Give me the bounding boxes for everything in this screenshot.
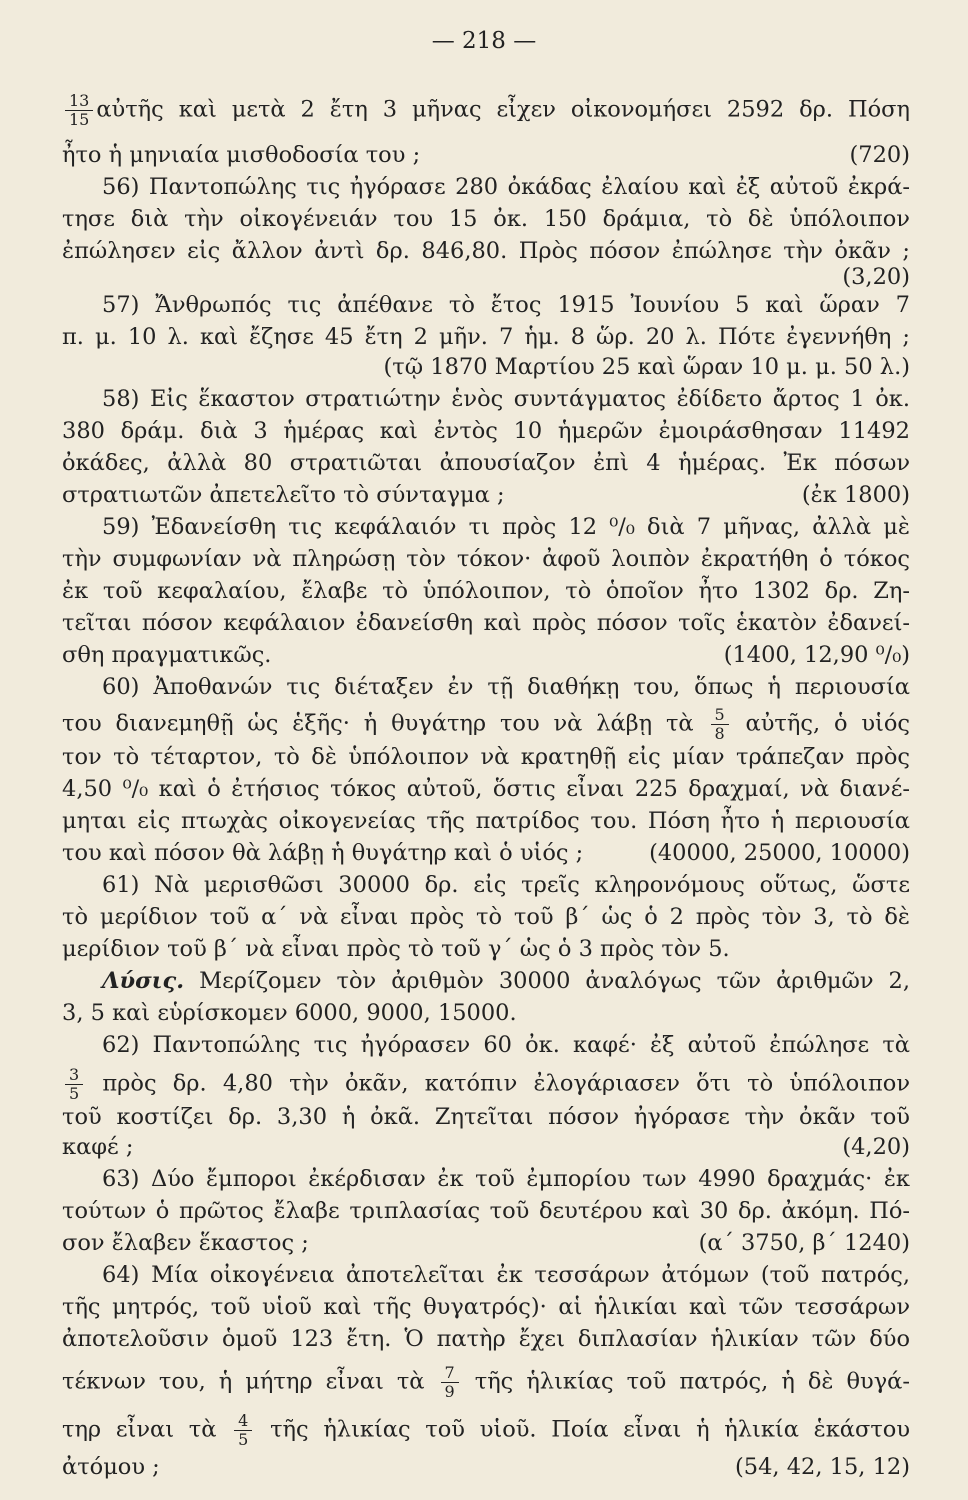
answer: (3,20) — [842, 264, 910, 290]
problem-64: 64) Μία οἰκογένεια ἀποτελεῖται ἐκ τεσσάρων ἀτόμων (τοῦ πατρός, — [102, 1262, 910, 1288]
fraction: $\frac{5}{8}$ — [711, 706, 729, 743]
text-line: τηρ εἶναι τὰ $\frac{4}{5}$ τῆς ἡλικίας τοῦ υἱοῦ. Ποία εἶναι ἡ ἡλικία ἑκάστου — [62, 1411, 911, 1449]
problem-60: 60) Ἀποθανών τις διέταξεν ἐν τῇ διαθήκῃ του, ὅπως ἡ περιουσία — [102, 674, 910, 700]
fraction: $\frac{4}{5}$ — [234, 1412, 252, 1449]
fraction: $\frac{7}{9}$ — [441, 1364, 459, 1401]
text-line: σον ἔλαβεν ἕκαστος ; (α΄ 3750, β΄ 1240) — [62, 1230, 910, 1256]
text-line: τοῦ κοστίζει δρ. 3,30 ἡ ὀκᾶ. Ζητεῖται πόσον ἠγόρασε τὴν ὀκᾶν τοῦ — [62, 1104, 910, 1130]
answer: (720) — [849, 142, 910, 168]
text-line: ἦτο ἡ μηνιαία μισθοδοσία του ; (720) — [62, 142, 910, 168]
text-line: τῆς μητρός, τοῦ υἱοῦ καὶ τῆς θυγατρός)· αἱ ἡλικίαι καὶ τῶν τεσσάρων — [62, 1294, 910, 1320]
answer: (4,20) — [842, 1134, 910, 1160]
problem-63: 63) Δύο ἔμποροι ἐκέρδισαν ἐκ τοῦ ἐμπορίου των 4990 δραχμάς· ἐκ — [102, 1166, 910, 1192]
text-line: τὴν συμφωνίαν νὰ πληρώσῃ τὸν τόκον· ἀφοῦ λοιπὸν ἐκρατήθη ὁ τόκος — [62, 546, 910, 572]
problem-58: 58) Εἰς ἕκαστον στρατιώτην ἑνὸς συντάγματος ἐδίδετο ἄρτος 1 ὀκ. — [102, 386, 910, 412]
text-line: 4,50 ⁰/₀ καὶ ὁ ἐτήσιος τόκος αὐτοῦ, ὅστις εἶναι 225 δραχμαί, νὰ διανέ- — [62, 776, 910, 802]
fraction: $\frac{3}{5}$ — [65, 1066, 83, 1103]
text-line: π. μ. 10 λ. καὶ ἔζησε 45 ἔτη 2 μῆν. 7 ἡμ. 8 ὥρ. 20 λ. Πότε ἐγεννήθη ; — [62, 324, 910, 350]
text-line: ὀκάδες, ἀλλὰ 80 στρατιῶται ἀπουσίαζον ἐπὶ 4 ἡμέρας. Ἐκ πόσων — [62, 450, 910, 476]
problem-57: 57) Ἄνθρωπός τις ἀπέθανε τὸ ἔτος 1915 Ἰουνίου 5 καὶ ὥραν 7 — [102, 292, 910, 318]
answer: (1400, 12,90 ⁰/₀) — [723, 642, 910, 668]
text-line: καφέ ; (4,20) — [62, 1134, 910, 1160]
text-line: σθη πραγματικῶς. (1400, 12,90 ⁰/₀) — [62, 642, 910, 668]
text-line: τέκνων του, ἡ μήτηρ εἶναι τὰ $\frac{7}{9}$ τῆς ἡλικίας τοῦ πατρός, ἡ δὲ θυγά- — [62, 1363, 910, 1401]
text-line: τον τὸ τέταρτον, τὸ δὲ ὑπόλοιπον νὰ κρατηθῇ εἰς μίαν τράπεζαν πρὸς — [62, 744, 910, 770]
text-line: 3, 5 καὶ εὑρίσκομεν 6000, 9000, 15000. — [62, 1000, 517, 1026]
answer: (40000, 25000, 10000) — [649, 840, 910, 866]
text-line: τὸ μερίδιον τοῦ α΄ νὰ εἶναι πρὸς τὸ τοῦ β΄ ὡς ὁ 2 πρὸς τὸν 3, τὸ δὲ — [62, 904, 910, 930]
problem-62: 62) Παντοπώλης τις ἠγόρασεν 60 ὀκ. καφέ· ἐξ αὐτοῦ ἐπώλησε τὰ — [102, 1032, 910, 1058]
answer: (54, 42, 15, 12) — [735, 1454, 910, 1480]
fraction: $\frac{13}{15}$ — [65, 92, 93, 129]
solution-line: Λύσις. Μερίζομεν τὸν ἀριθμὸν 30000 ἀναλόγως τῶν ἀριθμῶν 2, — [102, 968, 910, 994]
text-line: $\frac{3}{5}$ πρὸς δρ. 4,80 τὴν ὀκᾶν, κατόπιν ἐλογάριασεν ὅτι τὸ ὑπόλοιπον — [62, 1066, 910, 1103]
text-line: ἀποτελοῦσιν ὁμοῦ 123 ἔτη. Ὁ πατὴρ ἔχει διπλασίαν ἡλικίαν τῶν δύο — [62, 1326, 910, 1352]
text-line: στρατιωτῶν ἀπετελεῖτο τὸ σύνταγμα ; (ἐκ 1800) — [62, 482, 910, 508]
problem-56: 56) Παντοπώλης τις ἠγόρασε 280 ὀκάδας ἐλαίου καὶ ἐξ αὐτοῦ ἐκρά- — [102, 174, 910, 200]
answer: (τῷ 1870 Μαρτίου 25 καὶ ὥραν 10 μ. μ. 50 λ.) — [383, 354, 910, 380]
text-line: τησε διὰ τὴν οἰκογένειάν του 15 ὀκ. 150 δράμια, τὸ δὲ ὑπόλοιπον — [62, 206, 910, 232]
answer: (α΄ 3750, β΄ 1240) — [698, 1230, 910, 1256]
text-line: ἐκ τοῦ κεφαλαίου, ἔλαβε τὸ ὑπόλοιπον, τὸ ὁποῖον ἦτο 1302 δρ. Ζη- — [62, 578, 910, 604]
text-line: μερίδιον τοῦ β΄ νὰ εἶναι πρὸς τὸ τοῦ γ΄ ὡς ὁ 3 πρὸς τὸν 5. — [62, 936, 730, 962]
problem-59: 59) Ἐδανείσθη τις κεφάλαιόν τι πρὸς 12 ⁰/₀ διὰ 7 μῆνας, ἀλλὰ μὲ — [102, 514, 910, 540]
text-line: ἀτόμου ; (54, 42, 15, 12) — [62, 1454, 910, 1480]
text-line: τεῖται πόσον κεφάλαιον ἐδανείσθη καὶ πρὸς πόσον τοῖς ἑκατὸν ἐδανεί- — [62, 610, 910, 636]
text-line: του διανεμηθῇ ὡς ἑξῆς· ἡ θυγάτηρ του νὰ λάβῃ τὰ $\frac{5}{8}$ αὐτῆς, ὁ υἱός — [62, 705, 910, 743]
answer: (ἐκ 1800) — [801, 482, 910, 508]
text-line: 380 δράμ. διὰ 3 ἡμέρας καὶ ἐντὸς 10 ἡμερῶν ἐμοιράσθησαν 11492 — [62, 418, 910, 444]
solution-label: Λύσις. — [102, 968, 185, 994]
problem-61: 61) Νὰ μερισθῶσι 30000 δρ. εἰς τρεῖς κληρονόμους οὕτως, ὥστε — [102, 872, 910, 898]
text-line: του καὶ πόσον θὰ λάβῃ ἡ θυγάτηρ καὶ ὁ υἱός ; (40000, 25000, 10000) — [62, 840, 910, 866]
page-number: — 218 — — [431, 28, 537, 54]
text-line: ἐπώλησεν εἰς ἄλλον ἀντὶ δρ. 846,80. Πρὸς πόσον ἐπώλησε τὴν ὀκᾶν ; — [62, 238, 910, 264]
text-line: τούτων ὁ πρῶτος ἔλαβε τριπλασίας τοῦ δευτέρου καὶ 30 δρ. ἀκόμη. Πό- — [62, 1198, 910, 1224]
text-line: $\frac{13}{15}$ αὐτῆς καὶ μετὰ 2 ἔτη 3 μῆνας εἶχεν οἰκονομήσει 2592 δρ. Πόση — [62, 92, 910, 129]
text-line: μηται εἰς πτωχὰς οἰκογενείας τῆς πατρίδος του. Πόση ἦτο ἡ περιουσία — [62, 808, 910, 834]
